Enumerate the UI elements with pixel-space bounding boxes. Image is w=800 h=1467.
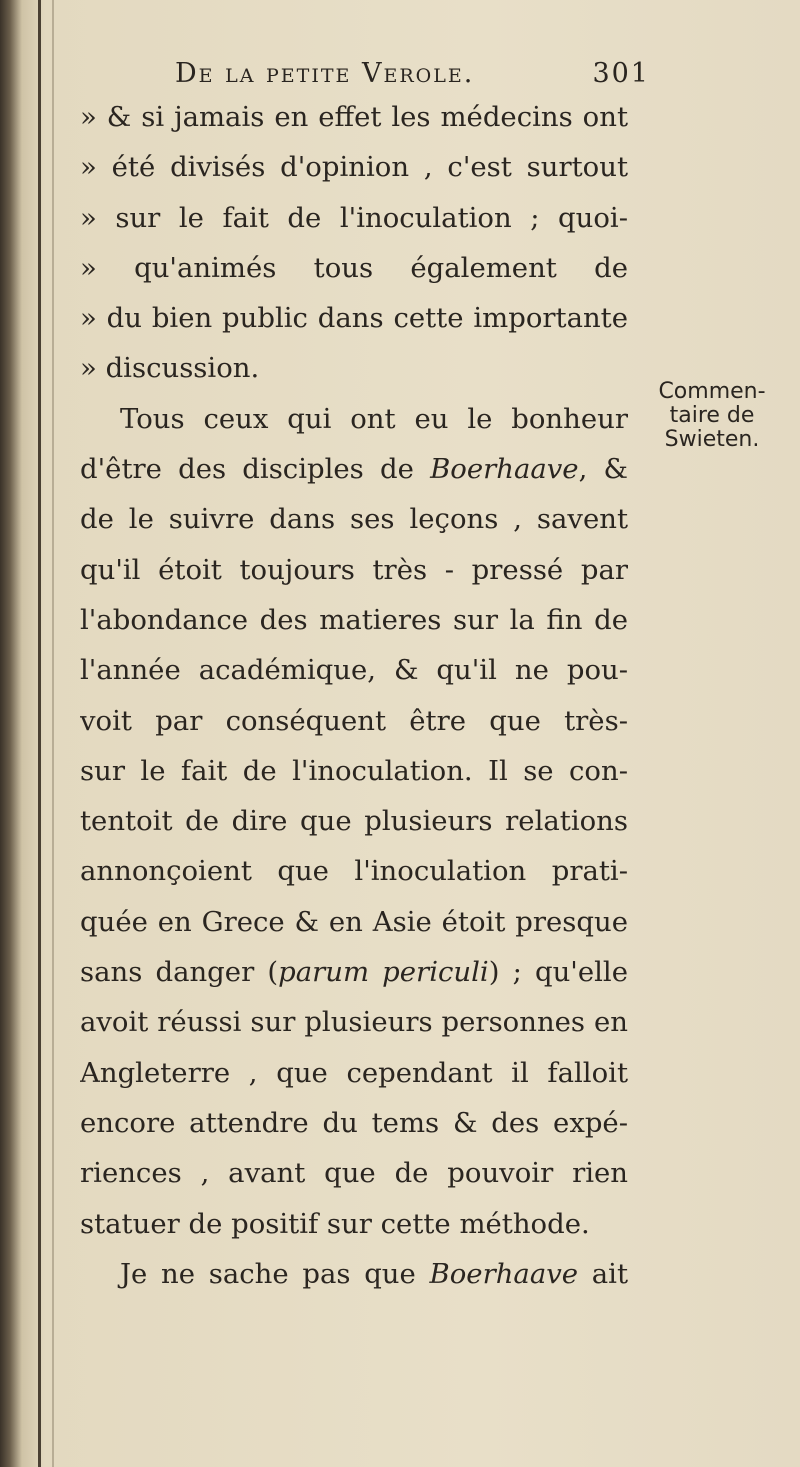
text-line: encore attendre du tems & des expé-: [80, 1106, 628, 1139]
text-line: » été divisés d'opinion , c'est surtout: [80, 151, 628, 184]
body-text: [80, 92, 628, 1299]
text-line: d'être des disciples de Boerhaave, &: [80, 453, 628, 486]
text-line: quée en Grece & en Asie étoit presque: [80, 905, 628, 938]
text-line: sans danger (parum periculi) ; qu'elle: [80, 956, 628, 989]
text-line: tentoit de dire que plusieurs relations: [80, 805, 628, 838]
text-line: » discussion.: [80, 352, 260, 385]
text-line: » sur le fait de l'inoculation ; quoi-: [80, 201, 628, 234]
text-line: annonçoient que l'inoculation prati-: [80, 855, 628, 888]
text-line: Angleterre , que cependant il falloit: [80, 1056, 628, 1089]
binding-gutter: [38, 0, 41, 1467]
margin-note-line: Swieten.: [664, 427, 760, 452]
running-title: De la petite Verole.: [175, 58, 475, 89]
margin-note-line: Commen-: [658, 379, 766, 404]
text-line: riences , avant que de pouvoir rien: [80, 1157, 628, 1190]
text-line: avoit réussi sur plusieurs personnes en: [80, 1006, 628, 1039]
text-line: Je ne sache pas que Boerhaave ait: [120, 1257, 628, 1290]
page-number: 301: [592, 58, 650, 89]
margin-note-line: taire de: [669, 403, 755, 428]
text-line: statuer de positif sur cette méthode.: [80, 1207, 590, 1240]
text-line: Tous ceux qui ont eu le bonheur: [120, 402, 628, 435]
text-line: » qu'animés tous également de: [80, 251, 628, 284]
binding-gutter-shadow: [52, 0, 54, 1467]
text-line: l'année académique, & qu'il ne pou-: [80, 654, 628, 687]
text-line: qu'il étoit toujours très - pressé par: [80, 553, 628, 586]
text-line: » & si jamais en effet les médecins ont: [80, 101, 628, 133]
margin-note: [637, 380, 787, 452]
text-line: de le suivre dans ses leçons , savent: [80, 503, 628, 536]
text-line: voit par conséquent être que très-: [80, 704, 628, 737]
text-line: sur le fait de l'inoculation. Il se con-: [80, 754, 628, 787]
text-line: l'abondance des matieres sur la fin de: [80, 603, 628, 636]
text-line: » du bien public dans cette importante: [80, 302, 628, 335]
